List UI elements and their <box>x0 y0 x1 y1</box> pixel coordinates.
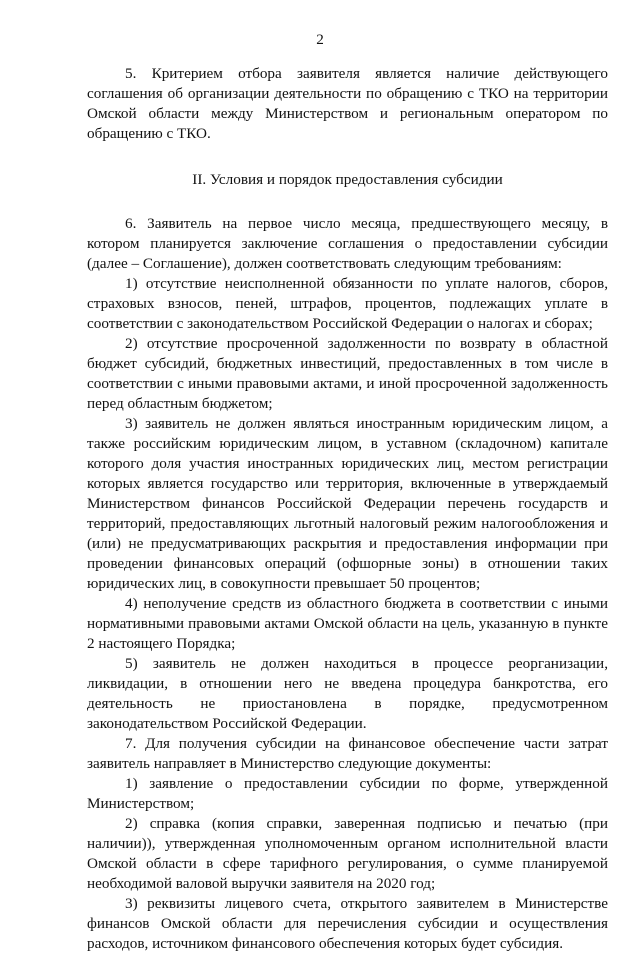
section-heading: II. Условия и порядок предоставления субсидии <box>192 171 503 188</box>
paragraph-6: 6. Заявитель на первое число месяца, предшествующего месяцу, в котором планируется заключение соглашения о предоставлении субсидии (далее – Соглашение), должен соответствовать следующим требованиям: <box>87 215 608 272</box>
paragraph-7-item-2: 2) справка (копия справки, заверенная подписью и печатью (при наличии)), утвержденная уполномоченным органом исполнительной власти Омской области в сфере тарифного регулирования, о сумме планируемой необходимой валовой выручки заявителя на 2020 год; <box>87 815 608 892</box>
paragraph-6-item-3: 3) заявитель не должен являться иностранным юридическим лицом, а также российским юридическим лицом, в уставном (складочном) капитале которого доля участия иностранных юридических лиц, местом регистрации которых является государство или территория, включенные в утверждаемый Министерством финансов Российской Федерации перечень государств и территорий, предоставляющих льготный налоговый режим налогообложения и (или) не предусматривающих раскрытия и предоставления информации при проведении финансовых операций (офшорные зоны) в отношении таких юридических лиц, в совокупности превышает 50 процентов; <box>87 415 608 592</box>
paragraph-7-item-1: 1) заявление о предоставлении субсидии по форме, утвержденной Министерством; <box>87 775 608 812</box>
document-body <box>87 64 608 954</box>
paragraph-6-item-5: 5) заявитель не должен находиться в процессе реорганизации, ликвидации, в отношении него не введена процедура банкротства, его деятельность не приостановлена в порядке, предусмотренном законодательством Российской Федерации. <box>87 655 608 732</box>
paragraph-7: 7. Для получения субсидии на финансовое обеспечение части затрат заявитель направляет в Министерство следующие документы: <box>87 735 608 772</box>
paragraph-5: 5. Критерием отбора заявителя является наличие действующего соглашения об организации деятельности по обращению с ТКО на территории Омской области между Министерством и региональным оператором по обращению с ТКО. <box>87 65 608 142</box>
paragraph-6-item-1: 1) отсутствие неисполненной обязанности по уплате налогов, сборов, страховых взносов, пеней, штрафов, процентов, подлежащих уплате в соответствии с законодательством Российской Федерации о налогах и сборах; <box>87 275 608 332</box>
paragraph-6-item-2: 2) отсутствие просроченной задолженности по возврату в областной бюджет субсидий, бюджетных инвестиций, предоставленных в том числе в соответствии с иными правовыми актами, и иной просроченной задолженность перед областным бюджетом; <box>87 335 608 412</box>
paragraph-7-item-3: 3) реквизиты лицевого счета, открытого заявителем в Министерстве финансов Омской области для перечисления субсидии и осуществления расходов, источником финансового обеспечения которых будет субсидия. <box>87 895 608 952</box>
paragraph-6-item-4: 4) неполучение средств из областного бюджета в соответствии с иными нормативными правовыми актами Омской области на цель, указанную в пункте 2 настоящего Порядка; <box>87 595 608 652</box>
page-number: 2 <box>316 31 324 48</box>
